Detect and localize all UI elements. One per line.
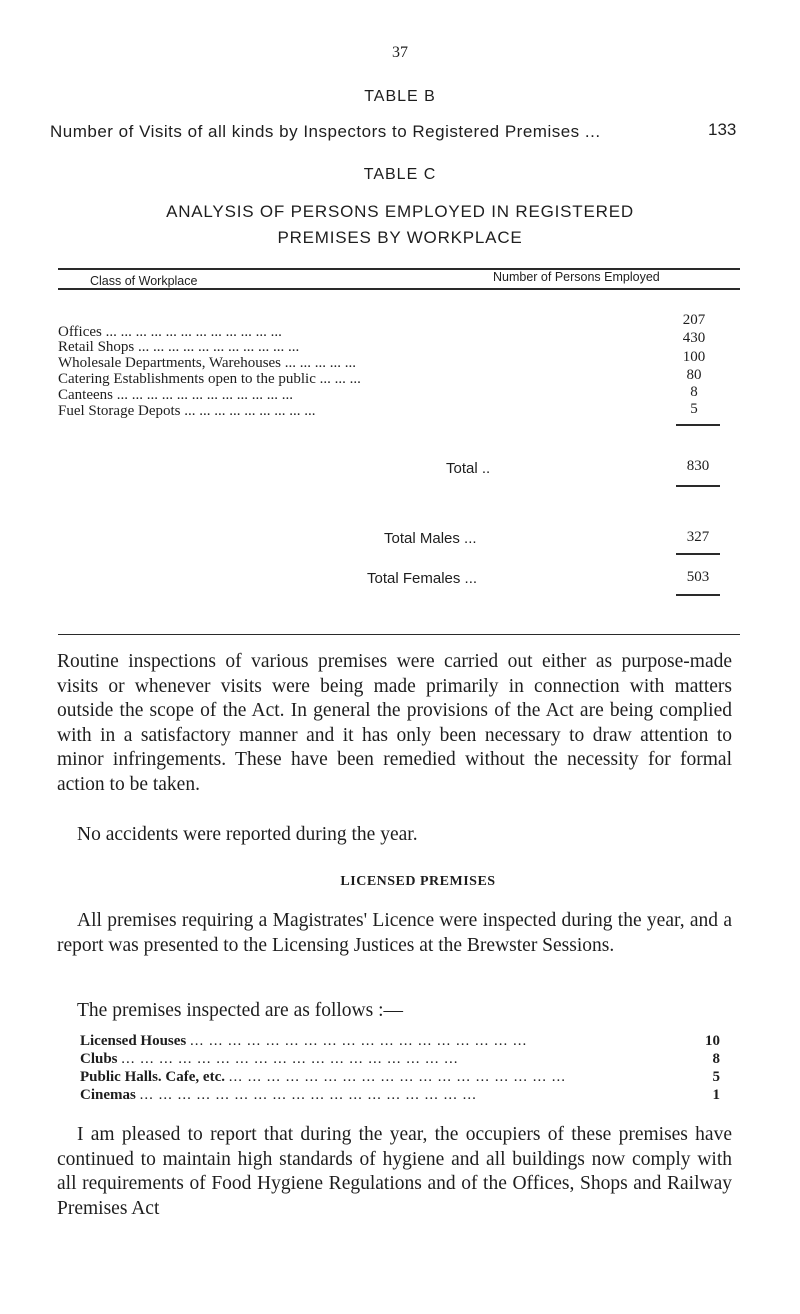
table-bottom-rule bbox=[58, 634, 740, 635]
paragraph-licensed: All premises requiring a Magistrates' Licence were inspected during the year, and a report was presented to the Licensing Justices at the Brewster Sessions. bbox=[57, 910, 732, 956]
column-header-class: Class of Workplace bbox=[90, 274, 198, 288]
table-row-canteens-label: Canteens ... ... ... ... ... ... ... ... ... ... ... ... bbox=[58, 387, 293, 403]
total-females-label: Total Females ... bbox=[367, 570, 478, 587]
list-item-clubs bbox=[80, 1051, 720, 1068]
males-underline bbox=[676, 553, 720, 555]
total-underline bbox=[676, 485, 720, 487]
table-row-wholesale-value: 100 bbox=[682, 349, 706, 365]
table-b-title: TABLE B bbox=[364, 88, 436, 105]
table-c-heading-line1: ANALYSIS OF PERSONS EMPLOYED IN REGISTERED bbox=[166, 202, 634, 221]
table-row-fuel-label: Fuel Storage Depots ... ... ... ... ... ... ... ... ... bbox=[58, 403, 316, 419]
list-item-label: Public Halls. Cafe, etc. bbox=[80, 1069, 225, 1085]
table-b-text: Number of Visits of all kinds by Inspectors to Registered Premises ... bbox=[50, 122, 601, 141]
total-label: Total .. bbox=[446, 460, 491, 477]
table-row-retail-value: 430 bbox=[682, 330, 706, 346]
list-item-dots: ... ... ... ... ... ... ... ... ... ... ... ... ... ... ... ... ... ... bbox=[190, 1033, 528, 1049]
total-rule bbox=[676, 424, 720, 426]
paragraph-no-accidents: No accidents were reported during the year. bbox=[77, 824, 418, 845]
list-item-dots: ... ... ... ... ... ... ... ... ... ... ... ... ... ... ... ... ... ... bbox=[121, 1051, 459, 1067]
list-item-value: 1 bbox=[712, 1087, 720, 1103]
table-row-retail-label: Retail Shops ... ... ... ... ... ... ... ... ... ... ... bbox=[58, 339, 300, 355]
paragraph-closing: I am pleased to report that during the year, the occupiers of these premises have continued to maintain high standards of hygiene and all buildings now comply with all requirements of Food Hygiene Regulations and of the Offices, Shops and Railway Premises Act bbox=[57, 1124, 732, 1219]
table-row-wholesale-label: Wholesale Departments, Warehouses ... ... ... ... ... bbox=[58, 355, 357, 371]
column-header-number: Number of Persons Employed bbox=[493, 270, 660, 284]
table-row-catering-label: Catering Establishments open to the public ... ... ... bbox=[58, 371, 361, 387]
list-item-public-halls bbox=[80, 1069, 720, 1086]
total-males-label: Total Males ... bbox=[384, 530, 477, 547]
table-row-canteens-value: 8 bbox=[690, 384, 698, 400]
table-row-offices-label: Offices ... ... ... ... ... ... ... ... ... ... ... ... bbox=[58, 324, 282, 340]
total-males-value: 327 bbox=[686, 529, 710, 545]
list-item-label: Licensed Houses bbox=[80, 1033, 187, 1049]
list-item-cinemas bbox=[80, 1087, 720, 1104]
list-item-dots: ... ... ... ... ... ... ... ... ... ... ... ... ... ... ... ... ... ... bbox=[228, 1069, 566, 1085]
licensed-premises-heading: LICENSED PREMISES bbox=[340, 874, 496, 889]
females-underline bbox=[676, 594, 720, 596]
licensed-intro: The premises inspected are as follows :— bbox=[77, 1000, 403, 1021]
list-item-label: Clubs bbox=[80, 1051, 118, 1067]
table-header-rule bbox=[58, 288, 740, 290]
table-row-offices-value: 207 bbox=[682, 312, 706, 328]
list-item-licensed-houses bbox=[80, 1033, 720, 1050]
list-item-value: 10 bbox=[705, 1033, 720, 1049]
page-number: 37 bbox=[392, 44, 408, 61]
list-item-value: 5 bbox=[712, 1069, 720, 1085]
table-c-title: TABLE C bbox=[363, 166, 437, 183]
paragraph-routine-inspections: Routine inspections of various premises were carried out either as purpose-made visits or whenever visits were being made primarily in connection with matters outside the scope of the Act. In general the provisions of the Act are being complied with in a satisfactory manner and it has only been necessary to draw attention to minor infringements. These have been remedied without the necessity for formal action to be taken. bbox=[57, 651, 732, 795]
total-value: 830 bbox=[686, 458, 710, 474]
table-c-heading-line2: PREMISES BY WORKPLACE bbox=[277, 228, 523, 247]
total-females-value: 503 bbox=[686, 569, 710, 585]
list-item-value: 8 bbox=[712, 1051, 720, 1067]
list-item-label: Cinemas bbox=[80, 1087, 136, 1103]
list-item-dots: ... ... ... ... ... ... ... ... ... ... ... ... ... ... ... ... ... ... bbox=[139, 1087, 477, 1103]
table-row-fuel-value: 5 bbox=[690, 401, 698, 417]
table-b-value: 133 bbox=[708, 120, 737, 139]
table-row-catering-value: 80 bbox=[686, 367, 702, 383]
